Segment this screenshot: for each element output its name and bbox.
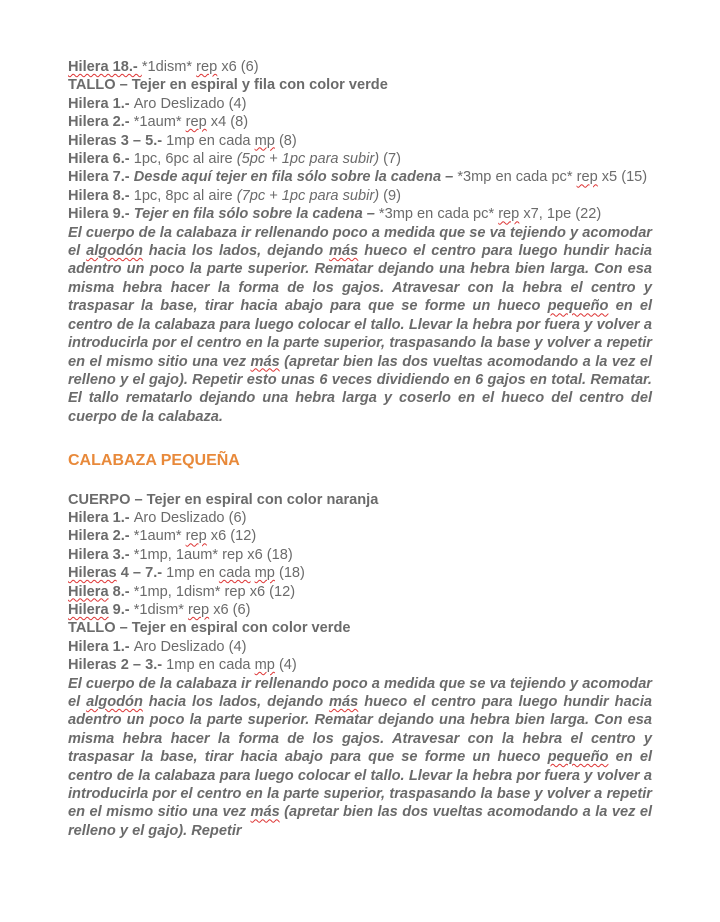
row-text: *3mp en cada pc* [457, 169, 577, 186]
row-hileras-2-3 [68, 656, 652, 674]
row-hilera-6 [68, 150, 652, 168]
row-text-end: x6 (6) [217, 59, 259, 75]
paragraph-text: en el centro de la calabaza para luego colocar el tallo. Llevar la hebra por fuera y volver a introducirla por el centro en la parte superior, traspasando la base y volver a repetir en el mismo sitio una vez [68, 749, 652, 821]
row-text: Aro Deslizado (4) [133, 638, 247, 655]
row-hilera-3 [68, 546, 652, 564]
row-text-end: x6 (12) [206, 528, 257, 545]
instructions-paragraph-repeat [68, 675, 652, 841]
row-text-end: (18) [274, 565, 305, 582]
paragraph-text: El cuerpo de la calabaza ir rellenando poco a medida que se va tejiendo y acomodar el [68, 224, 652, 260]
row-label: Hilera 6.- [68, 151, 134, 168]
row-text-underlined: mp [254, 565, 275, 582]
row-text: Aro Deslizado (6) [133, 509, 247, 526]
row-text-underlined: rep [498, 206, 520, 223]
paragraph-word-underlined: más [250, 804, 280, 821]
row-hilera-8 [68, 583, 652, 601]
row-label-underlined: Hilera [68, 583, 109, 600]
row-text: 1mp en [166, 565, 219, 582]
row-text-underlined: rep [185, 114, 207, 131]
row-text: Aro Deslizado (4) [133, 95, 247, 112]
row-text-underlined: rep [185, 528, 207, 545]
section-heading: CALABAZA PEQUEÑA [68, 452, 240, 470]
row-text-end: (8) [274, 132, 297, 149]
row-text-end: (7) [379, 151, 401, 168]
paragraph-text: hacia los lados, dejando [142, 694, 330, 710]
row-label: Hilera 18.- [68, 59, 142, 75]
row-text-bold-italic: Tejer en fila sólo sobre la cadena – [133, 206, 379, 223]
section-title-tallo: TALLO – Tejer en espiral y fila con color verde [68, 77, 388, 94]
row-text: *1mp, 1dism* rep x6 (12) [133, 583, 296, 600]
row-text: *3mp en cada pc* [378, 206, 499, 223]
row-hilera-9 [68, 205, 652, 223]
row-label: Hilera 3.- [68, 546, 134, 563]
section-title-tallo-small: TALLO – Tejer en espiral con color verde [68, 620, 351, 637]
row-text-end: x7, 1pe (22) [519, 206, 602, 223]
paragraph-word-underlined: pequeño [547, 749, 609, 766]
paragraph-text: (apretar bien las dos vueltas acomodando a la vez el relleno y el gajo). Repetir esto unas 6 veces dividiendo en 6 gajos en total. Rematar. El tallo rematarlo dejando una hebra larga y coserlo en el hueco del centro del cuerpo de la calabaza. [68, 353, 653, 425]
row-label: 4 – 7.- [116, 565, 167, 582]
paragraph-word-underlined: algodón [86, 694, 143, 710]
row-label: Hilera 2.- [68, 114, 134, 131]
row-text-underlined: rep [188, 601, 210, 618]
row-text: 1mp en cada [166, 132, 255, 149]
row-text-underlined: cada [218, 565, 251, 582]
row-text-end: x4 (8) [206, 114, 249, 131]
paragraph-word-underlined: pequeño [547, 298, 609, 315]
row-text-end: (4) [274, 657, 297, 674]
row-label: Hilera 1.- [68, 638, 134, 655]
row-label-underlined: Hileras [68, 565, 117, 582]
paragraph-text: hacia los lados, dejando [142, 243, 330, 260]
row-text-underlined: mp [254, 657, 275, 674]
paragraph-text: El cuerpo de la calabaza ir rellenando poco a medida que se va tejiendo y acomodar el [68, 675, 652, 710]
paragraph-word-underlined: más [329, 243, 359, 260]
row-text-underlined: mp [254, 132, 275, 149]
row-text-italic: (5pc + 1pc para subir) [236, 151, 380, 168]
row-hilera-2 [68, 527, 652, 545]
paragraph-text: hueco el centro para luego hundir hacia adentro un poco la parte superior. Rematar dejando una hebra bien larga. Con esa misma hebra hacer la forma de los gajos. Atravesar con la hebra el centro y traspasar la base, tirar hacia abajo para que se forme un hueco [68, 694, 652, 766]
row-label: 9.- [108, 601, 134, 618]
paragraph-text: en el centro de la calabaza para luego colocar el tallo. Llevar la hebra por fuera y volver a introducirla por el centro en la parte superior, traspasando la base y volver a repetir en el mismo sitio una vez [68, 298, 652, 370]
row-hilera-1 [68, 638, 652, 656]
row-text-end: x6 (6) [209, 601, 251, 618]
row-hilera-18 [68, 58, 652, 76]
row-label: Hilera 1.- [68, 509, 134, 526]
row-label: Hilera 2.- [68, 528, 134, 545]
paragraph-word-underlined: más [329, 694, 359, 710]
row-text-italic: (7pc + 1pc para subir) [236, 187, 380, 204]
row-label: Hilera 1.- [68, 95, 134, 112]
row-text: *1aum* [133, 114, 186, 131]
row-text-underlined: rep [576, 169, 598, 186]
row-label: 8.- [108, 583, 134, 600]
row-label: Hileras 3 – 5.- [68, 132, 167, 149]
row-text: *1dism* [141, 59, 197, 75]
row-text: 1pc, 6pc al aire [133, 151, 237, 168]
paragraph-word-underlined: más [250, 353, 280, 370]
row-text: *1aum* [133, 528, 186, 545]
row-text-bold-italic: Desde aquí tejer en fila sólo sobre la cadena – [133, 169, 458, 186]
row-hilera-9 [68, 601, 652, 619]
row-hilera-2 [68, 113, 652, 131]
paragraph-word-underlined: algodón [86, 243, 143, 260]
row-text: *1mp, 1aum* rep x6 (18) [133, 546, 293, 563]
row-text-end: (9) [379, 187, 401, 204]
row-hilera-8 [68, 187, 652, 205]
row-label-underlined: Hilera [68, 601, 109, 618]
row-hileras-4-7 [68, 564, 652, 582]
row-text: 1mp en cada [166, 657, 255, 674]
paragraph-text: (apretar bien las dos vueltas acomodando a la vez el relleno y el gajo). Repetir [68, 804, 653, 839]
row-hilera-1 [68, 95, 652, 113]
row-label: Hilera 8.- [68, 187, 134, 204]
row-text: 1pc, 8pc al aire [133, 187, 237, 204]
row-label: Hileras 2 – 3.- [68, 657, 167, 674]
row-text-underlined: rep [196, 59, 218, 75]
document-page [68, 58, 652, 840]
row-hileras-3-5 [68, 132, 652, 150]
paragraph-text: hueco el centro para luego hundir hacia adentro un poco la parte superior. Rematar dejando una hebra bien larga. Con esa misma hebra hacer la forma de los gajos. Atravesar con la hebra el centro y traspasar la base, tirar hacia abajo para que se forme un hueco [68, 243, 652, 315]
row-hilera-1 [68, 509, 652, 527]
row-label: Hilera 9.- [68, 206, 134, 223]
section-title-cuerpo: CUERPO – Tejer en espiral con color naranja [68, 491, 379, 508]
row-text-end: x5 (15) [597, 169, 648, 186]
row-text: *1dism* [133, 601, 189, 618]
row-label: Hilera 7.- [68, 169, 134, 186]
row-hilera-7 [68, 168, 652, 186]
instructions-paragraph [68, 224, 652, 426]
